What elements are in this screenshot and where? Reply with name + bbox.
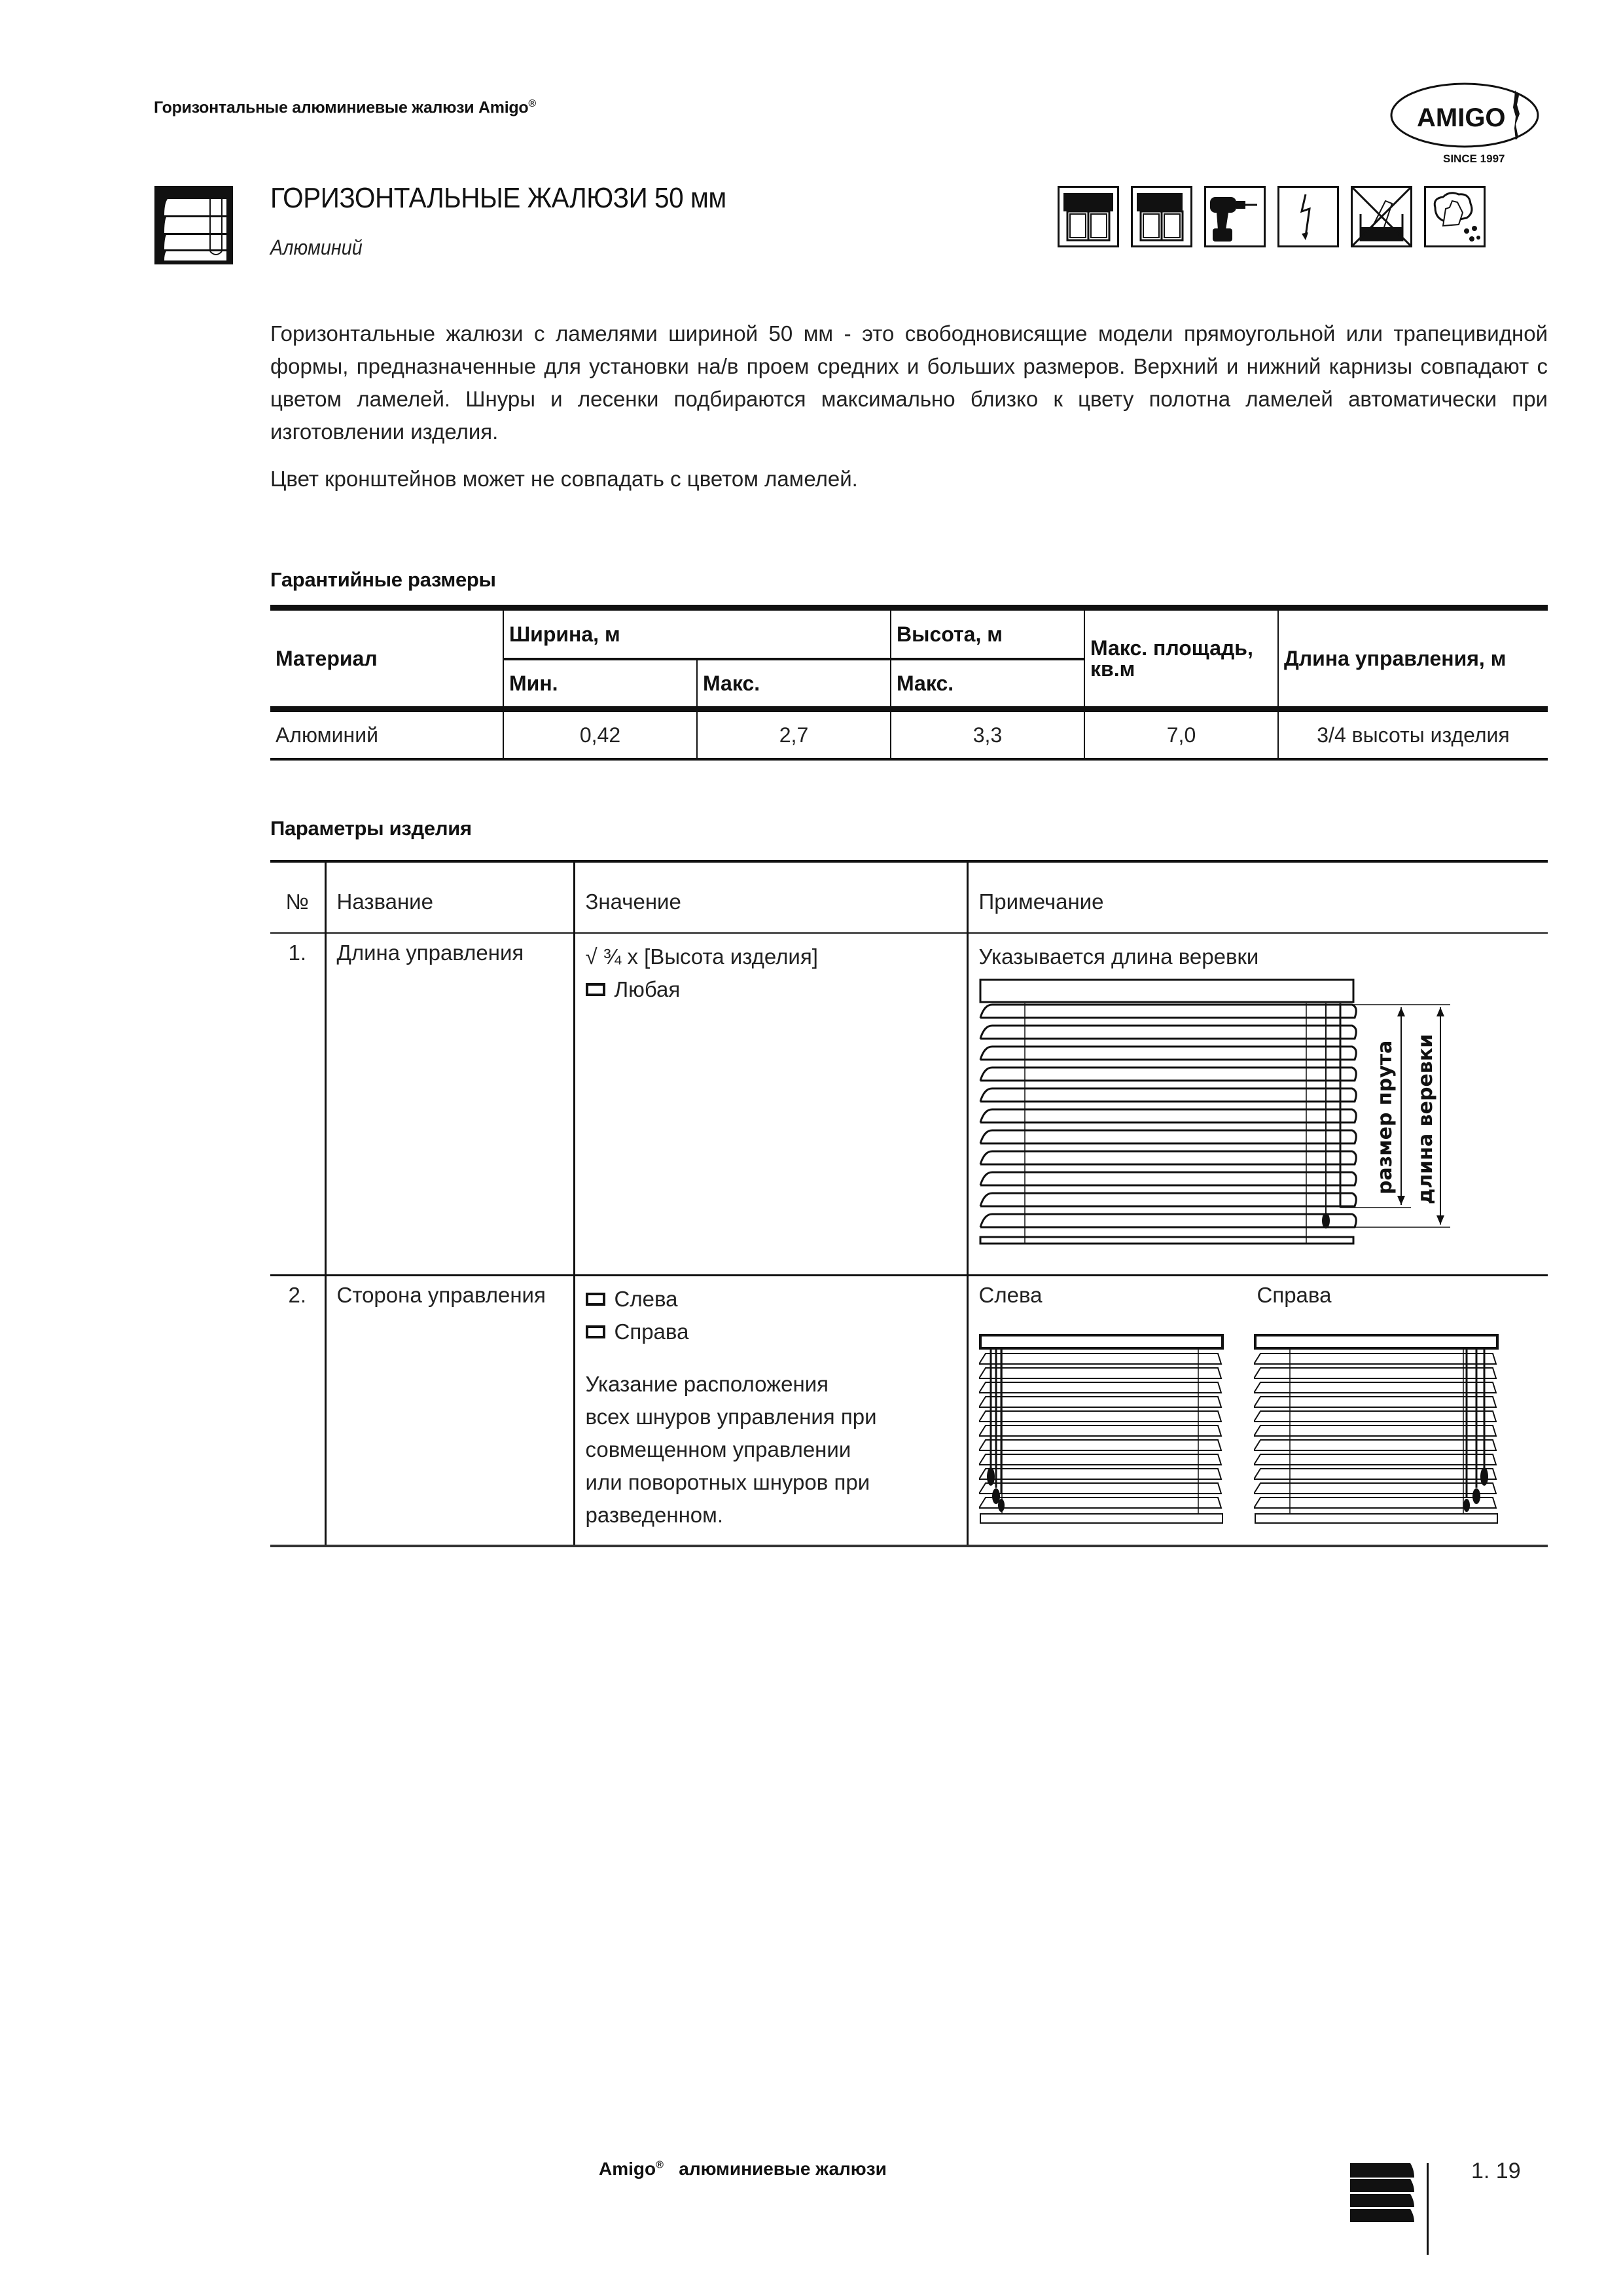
checkbox[interactable] — [586, 1325, 605, 1338]
cell-width-min: 0,42 — [503, 709, 697, 760]
registered-mark: ® — [656, 2159, 664, 2171]
guarantee-section-title: Гарантийные размеры — [270, 568, 496, 591]
header-material: Материал — [270, 608, 503, 709]
rod-size-label: размер прута — [1373, 1040, 1397, 1194]
header-max-area: Макс. площадь, кв.м — [1084, 608, 1278, 709]
header-note: Примечание — [978, 889, 1104, 914]
drill-installation-icon — [1204, 186, 1266, 247]
right-control-diagram — [1254, 1334, 1503, 1530]
horizontal-blinds-icon — [154, 186, 233, 264]
hint-line: разведенном. — [585, 1503, 724, 1527]
product-title: ГОРИЗОНТАЛЬНЫЕ ЖАЛЮЗИ 50 мм — [270, 182, 726, 214]
header-width-max: Макс. — [697, 659, 891, 709]
description-paragraph: Горизонтальные жалюзи с ламелями шириной 50 мм - это свободновисящие модели прямоугольной или трапецивидной формы, предназначенные для установки на/в проем средних и больших размеров. Верхний и нижний карнизы совпадают с цветом ламелей. Шнуры и лесенки подбираются максимально близко к цвету полотна ламелей автоматически при изготовлении изделия. — [270, 321, 1548, 444]
checkbox[interactable] — [586, 983, 605, 996]
header-value: Значение — [574, 861, 967, 933]
feature-icons — [1058, 186, 1486, 249]
wipe-clean-icon — [1424, 186, 1486, 247]
blinds-section-icon — [1350, 2163, 1416, 2225]
header-name: Название — [325, 861, 574, 933]
note-cell — [967, 933, 1548, 1276]
running-header — [154, 98, 536, 117]
note-right-label: Справа — [1257, 1283, 1332, 1307]
row-num: 2. — [270, 1276, 325, 1547]
note-left-label: Слева — [978, 1283, 1043, 1307]
page-number: 1. 19 — [1471, 2159, 1521, 2183]
checkbox[interactable] — [586, 1293, 605, 1306]
option-right[interactable] — [586, 1316, 956, 1348]
option-label: Любая — [614, 977, 681, 1001]
footer-caption: алюминиевые жалюзи — [679, 2159, 887, 2179]
window-frame-mount-icon — [1131, 186, 1192, 247]
window-opening-mount-icon — [1058, 186, 1119, 247]
product-material: Алюминий — [270, 236, 363, 259]
hint-line: Указание расположения — [585, 1372, 829, 1396]
hint-line: или поворотных шнуров при — [585, 1470, 870, 1494]
footer-brand: Amigo — [599, 2159, 656, 2179]
note-text: Указывается длина веревки — [978, 944, 1259, 969]
registered-mark: ® — [528, 98, 536, 109]
cell-height-max: 3,3 — [891, 709, 1084, 760]
logo-brand-text: AMIGO — [1417, 103, 1506, 132]
option-label: Слева — [614, 1287, 678, 1311]
parameters-section-title: Параметры изделия — [270, 817, 472, 840]
hint-line: совмещенном управлении — [585, 1437, 851, 1462]
svg-text:SINCE 1997: SINCE 1997 — [1443, 152, 1505, 165]
cord-length-label: длина веревки — [1414, 1033, 1437, 1204]
header-height: Высота, м — [891, 608, 1084, 660]
header-control-length: Длина управления, м — [1284, 646, 1507, 670]
option-label: Справа — [614, 1319, 689, 1344]
parameters-table — [270, 860, 1548, 1547]
cell-material: Алюминий — [270, 709, 503, 760]
row-name: Длина управления — [325, 933, 574, 1276]
bracket-color-note: Цвет кронштейнов может не совпадать с цветом ламелей. — [270, 467, 858, 491]
header-num: № — [270, 861, 325, 933]
option-any-length[interactable] — [586, 973, 956, 1006]
cord-length-diagram — [979, 978, 1476, 1260]
header-width: Ширина, м — [503, 608, 891, 660]
table-row — [270, 709, 1548, 760]
cell-control-length: 3/4 высоты изделия — [1317, 723, 1510, 747]
row-name: Сторона управления — [325, 1276, 574, 1547]
row-num: 1. — [270, 933, 325, 1276]
control-side-options — [574, 1276, 967, 1547]
option-left[interactable] — [586, 1283, 956, 1316]
control-length-options — [574, 933, 967, 1276]
hint-line: всех шнуров управления при — [585, 1405, 877, 1429]
option-three-quarters-checked[interactable]: √ ¾ x [Высота изделия] — [585, 944, 818, 969]
electric-drive-icon — [1277, 186, 1339, 247]
guarantee-table — [270, 605, 1548, 761]
amigo-logo — [1387, 77, 1551, 169]
header-width-min: Мин. — [503, 659, 697, 709]
control-side-note — [967, 1276, 1548, 1547]
no-hand-wash-icon — [1351, 186, 1412, 247]
cell-width-max: 2,7 — [697, 709, 891, 760]
table-row — [270, 1276, 1548, 1547]
left-control-diagram — [979, 1334, 1228, 1530]
cell-max-area: 7,0 — [1084, 709, 1278, 760]
running-header-text: Горизонтальные алюминиевые жалюзи Amigo — [154, 98, 529, 117]
footer-divider — [1427, 2163, 1429, 2255]
footer-text — [599, 2159, 887, 2179]
header-height-max: Макс. — [891, 659, 1084, 709]
table-row — [270, 933, 1548, 1276]
